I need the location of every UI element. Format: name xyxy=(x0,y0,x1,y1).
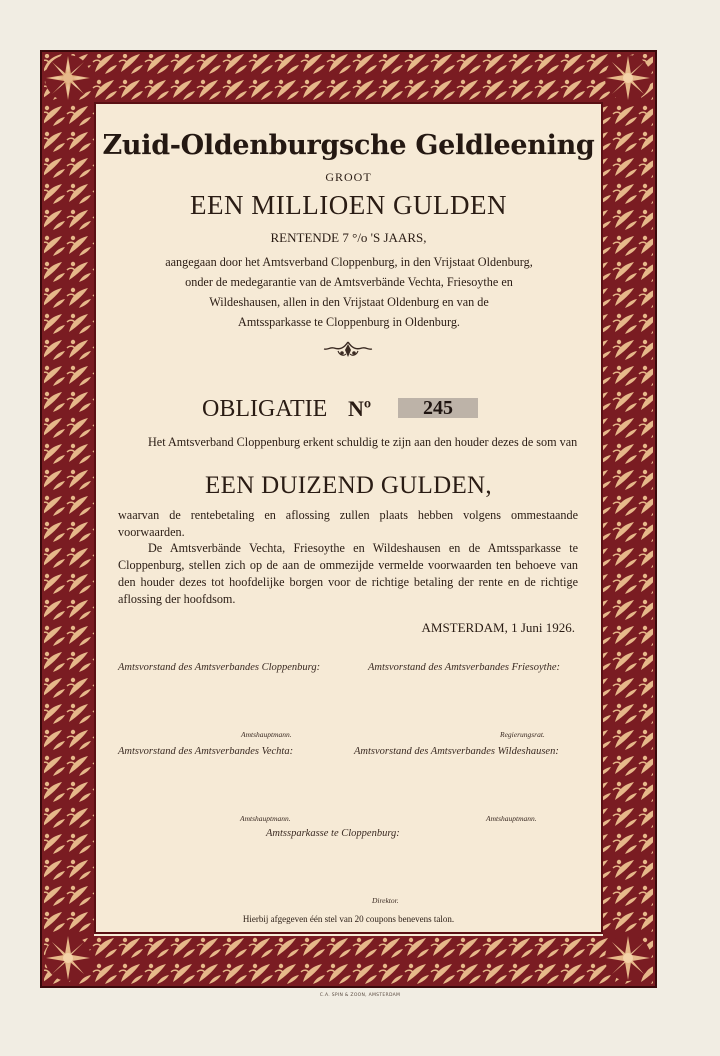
signature-wildeshausen: Amtsvorstand des Amtsverbandes Wildeshausen: xyxy=(354,746,559,757)
title-sparkasse: Direktor. xyxy=(372,896,399,905)
description-line: aangegaan door het Amtsverband Cloppenburg, in den Vrijstaat Oldenburg, xyxy=(165,255,533,269)
title-vechta: Amtshauptmann. xyxy=(240,814,291,823)
repayment-terms: waarvan de rentebetaling en aflossing zullen plaats hebben volgens ommestaande voorwaarden. xyxy=(118,508,578,539)
bond-amount: EEN DUIZEND GULDEN, xyxy=(205,472,492,499)
corner-rosette-icon xyxy=(44,54,92,102)
signature-vechta: Amtsvorstand des Amtsverbandes Vechta: xyxy=(118,746,294,757)
signature-friesoythe: Amtsvorstand des Amtsverbandes Friesoythe: xyxy=(368,662,560,673)
corner-rosette-icon xyxy=(44,934,92,982)
bond-label: OBLIGATIE xyxy=(202,396,328,422)
bond-number-line xyxy=(202,396,453,423)
guarantee-clause: De Amtsverbände Vechta, Friesoythe en Wildeshausen en de Amtssparkasse te Cloppenburg, stellen zich op de aan de ommezijde vermelde voorwaarden ten behoeve van den houder dezes tot hoofdelijke borgen voor de richtige betaling der rente en de richtige aflossing der hoofdsom. xyxy=(118,541,578,606)
interest-rate: RENTENDE 7 °/o 'S JAARS, xyxy=(270,230,427,245)
number-sign: Nº xyxy=(348,396,372,421)
title-friesoythe: Regierungsrat. xyxy=(500,730,545,739)
description-line: Amtssparkasse te Cloppenburg in Oldenburg. xyxy=(238,315,460,329)
loan-description xyxy=(110,252,588,332)
title-cloppenburg: Amtshauptmann. xyxy=(241,730,292,739)
place-and-date: AMSTERDAM, 1 Juni 1926. xyxy=(421,620,575,635)
bond-number: 245 xyxy=(398,398,478,418)
corner-rosette-icon xyxy=(604,934,652,982)
title-wildeshausen: Amtshauptmann. xyxy=(486,814,537,823)
printer-imprint: C.A. SPIN & ZOON, AMSTERDAM xyxy=(319,993,401,998)
debt-acknowledgement: Het Amtsverband Cloppenburg erkent schuldig te zijn aan den houder dezes de som van xyxy=(148,435,578,449)
corner-rosette-icon xyxy=(604,54,652,102)
description-line: onder de medegarantie van de Amtsverbände Vechta, Friesoythe en xyxy=(185,275,513,289)
certificate-text-panel xyxy=(96,104,601,932)
loan-total-amount: EEN MILLIOEN GULDEN xyxy=(190,190,507,220)
signature-cloppenburg: Amtsvorstand des Amtsverbandes Cloppenburg: xyxy=(118,662,321,673)
groot-label: GROOT xyxy=(325,170,372,184)
coupons-note: Hierbij afgegeven één stel van 20 coupons benevens talon. xyxy=(242,914,455,924)
fleuron-ornament-icon xyxy=(320,338,376,360)
signature-sparkasse: Amtssparkasse te Cloppenburg: xyxy=(266,828,400,839)
description-line: Wildeshausen, allen in den Vrijstaat Oldenburg en van de xyxy=(209,295,489,309)
loan-title: Zuid-Oldenburgsche Geldleening xyxy=(102,130,595,161)
